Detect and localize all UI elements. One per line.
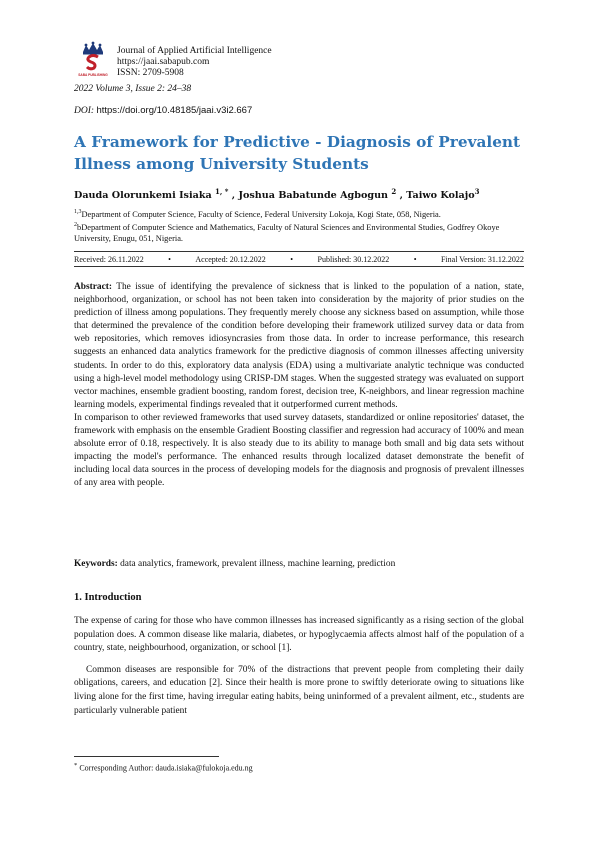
keywords-label: Keywords: (74, 559, 118, 569)
intro-paragraph-2: Common diseases are responsible for 70% of the distractions that prevent people from completing their daily obligations, careers, and education [2]. Since their health is more prone to swiftly deteriorate owing to situations like living alone for the first time, having irregular eating habits, being uninformed of a prevalent ailment, etc., students are particularly vulnerable patient (74, 664, 524, 716)
journal-url[interactable]: https://jaai.sabapub.com (117, 57, 210, 67)
publisher-logo (74, 40, 112, 78)
keywords (74, 559, 524, 569)
footnote-mark: * (74, 762, 78, 769)
journal-header (117, 46, 272, 79)
abstract-text-1: The issue of identifying the prevalence of sickness that is linked to the population of a nation, state, neighborhood, organization, or school has not been taken into consideration by the majority of prior studies on the prediction of illness among populations. They frequently merely choose any sickness based on assumption, while those that determined the prevalence of the condition before developing their framework utilized survey data or data from web repositories, which removes idiosyncrasies from those data. In order to increase performance, this research suggests an enhanced data analytics framework for the predictive diagnosis of common illnesses affecting university students. In order to do this, exploratory data analysis (EDA) using a multivariate analytic technique was conducted using a high-level model methodology using CRISP-DM stages. When the suggested strategy was evaluated on support vector machines, ensemble gradient boosting, random forest, decision tree, K-neighbors, and linear regression machine learning models, experimental findings revealed that it outperformed current methods. (74, 282, 524, 410)
footnote-text: Corresponding Author: dauda.isiaka@fulokoja.edu.ng (77, 763, 253, 773)
doi-link[interactable]: https://doi.org/10.48185/jaai.v3i2.667 (96, 105, 253, 116)
author-separator: , (228, 190, 239, 202)
abstract-paragraph-1 (74, 281, 524, 412)
keywords-text: data analytics, framework, prevalent illness, machine learning, prediction (117, 559, 396, 569)
affiliation-1 (74, 207, 524, 220)
author-3: Taiwo Kolajo (406, 190, 475, 202)
article-dates (74, 255, 524, 264)
intro-paragraph-1: The expense of caring for those who have common illnesses has increased significantly as a rising section of the global population does. A common disease like malaria, diabetes, or hypoglycaemia affects almost half of the population of a country, state, neighbourhood, organization, or school [1]. (74, 616, 524, 654)
volume-info: 2022 Volume 3, Issue 2: 24–38 (74, 84, 192, 94)
published-date: Published: 30.12.2022 (317, 255, 390, 264)
received-date: Received: 26.11.2022 (74, 255, 144, 264)
date-bullet: • (290, 255, 294, 264)
article-title: A Framework for Predictive - Diagnosis of Prevalent Illness among University Students (74, 133, 521, 173)
section-heading-introduction: 1. Introduction (74, 592, 142, 603)
accepted-date: Accepted: 20.12.2022 (195, 255, 266, 264)
date-bullet: • (168, 255, 171, 264)
author-3-affil: 3 (474, 187, 480, 196)
doi-line (74, 105, 252, 116)
divider-bottom (74, 266, 524, 267)
doi-label: DOI: (74, 106, 95, 116)
abstract-label: Abstract: (74, 282, 113, 292)
date-bullet: • (413, 255, 417, 264)
affiliation-2 (74, 220, 524, 244)
author-list (74, 187, 479, 201)
affiliations (74, 207, 524, 244)
author-1: Dauda Olorunkemi Isiaka (74, 190, 212, 202)
abstract (74, 281, 524, 491)
abstract-paragraph-2: In comparison to other reviewed frameworks that used survey datasets, standardized or online repositories' dataset, the framework with emphasis on the ensemble Gradient Boosting classifier and regression had accuracy of 100% and mean absolute error of 0.18, respectively. It is also steady due to its ability to manage both small and big data sets without impacting the model's performance. The enhanced results through localized dataset demonstrate the benefit of including local data sources in the process of developing models for the diagnosis and prognosis of prevalent illnesses of any area with people. (74, 412, 524, 489)
author-1-affil: 1, * (215, 187, 229, 196)
divider-top (74, 251, 524, 252)
author-separator: , (396, 190, 407, 202)
journal-name: Journal of Applied Artificial Intelligence (117, 46, 272, 56)
footnote (74, 762, 253, 773)
final-version-date: Final Version: 31.12.2022 (440, 255, 524, 264)
logo-text: SABA PUBLISHING (78, 73, 108, 77)
affiliation-2-text: bDepartment of Computer Science and Mathematics, Faculty of Natural Sciences and Environmental Studies, Godfrey Okoye University, Enugu, 051, Nigeria. (74, 223, 500, 243)
introduction-body (74, 615, 524, 726)
footnote-divider (74, 756, 219, 757)
affiliation-1-mark: 1,3 (74, 209, 82, 215)
author-2-affil: 2 (391, 187, 397, 196)
affiliation-2-mark: 2 (74, 222, 77, 229)
journal-issn: ISSN: 2709-5908 (117, 68, 184, 78)
affiliation-1-text: Department of Computer Science, Faculty of Science, Federal University Lokoja, Kogi State, 058, Nigeria. (81, 209, 441, 219)
author-2: Joshua Babatunde Agbogun (238, 190, 389, 202)
